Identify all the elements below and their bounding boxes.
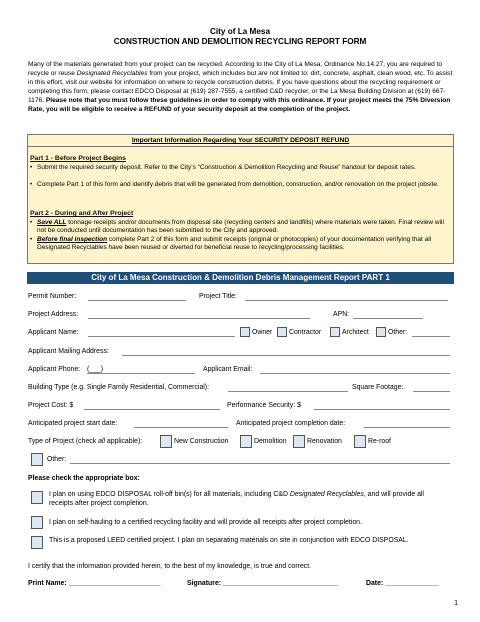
notice-heading: Important Information Regarding Your SECURITY DEPOSIT REFUND — [131, 137, 350, 144]
start-date-label: Anticipated project start date: — [28, 420, 118, 427]
form-title: CONSTRUCTION AND DEMOLITION RECYCLING REPORT FORM — [113, 37, 367, 46]
permit-number-label: Permit Number: — [28, 293, 77, 300]
square-footage-field[interactable] — [413, 383, 450, 392]
reroof-label: Re-roof — [368, 438, 391, 445]
city-name: City of La Mesa — [209, 27, 271, 36]
architect-checkbox[interactable] — [330, 327, 340, 337]
contractor-checkbox[interactable] — [277, 327, 287, 337]
project-cost-field[interactable] — [84, 401, 220, 410]
part2-item: • Save ALL tonnage receipts and/or documents from disposal site (recycling centers and landfills) where materials were taken. Final review will not be conducted until documentation has been submitted to the City and approved. — [30, 219, 444, 235]
building-type-field[interactable] — [228, 383, 348, 392]
start-date-field[interactable] — [134, 419, 228, 428]
new-construction-label: New Construction — [174, 438, 229, 445]
other-role-checkbox[interactable] — [376, 327, 386, 337]
part1-item: • Submit the required security deposit. Refer to the City’s “Construction & Demolition Recycling and Reuse” handout for deposit rates. — [30, 164, 416, 171]
completion-date-field[interactable] — [364, 419, 450, 428]
other-type-label: Other: — [47, 456, 67, 463]
applicant-phone-label: Applicant Phone: — [28, 366, 81, 373]
applicant-name-label: Applicant Name: — [28, 329, 79, 336]
check-box-heading: Please check the appropriate box: — [28, 475, 140, 482]
other-type-field[interactable] — [70, 455, 450, 464]
owner-checkbox[interactable] — [240, 327, 250, 337]
part1-banner: City of La Mesa Construction & Demolition Debris Management Report PART 1 — [27, 272, 454, 284]
page-number: 1 — [454, 600, 458, 607]
project-address-label: Project Address: — [28, 311, 79, 318]
deposit-refund-notice — [27, 134, 454, 264]
applicant-phone-value: (___) — [87, 366, 104, 373]
edco-bin-checkbox[interactable] — [31, 491, 43, 504]
self-haul-checkbox[interactable] — [31, 516, 43, 529]
project-address-field[interactable] — [88, 310, 310, 319]
applicant-email-label: Applicant Email: — [203, 366, 253, 373]
mailing-address-label: Applicant Mailing Address: — [28, 348, 109, 355]
part2-heading: Part 2 - During and After Project — [30, 210, 134, 217]
edco-bin-option: I plan on using EDCO DISPOSAL roll-off bin(s) for all materials, including C&D Designated Recyclables, and will provide all receipts after project completion. — [49, 491, 424, 507]
part2-item: • Before final inspection complete Part 2 of this form and submit receipts (original or photocopies) of your documentation verifying that all Designated Recyclables have been reused or diverted for beneficial reuse to recycling/processing facilities. — [30, 236, 432, 252]
performance-security-label: Performance Security: $ — [227, 402, 301, 409]
new-construction-checkbox[interactable] — [160, 435, 172, 448]
project-title-field[interactable] — [245, 292, 448, 301]
apn-field[interactable] — [353, 310, 423, 319]
permit-number-field[interactable] — [88, 292, 186, 301]
project-title-label: Project Title: — [199, 293, 237, 300]
applicant-name-field[interactable] — [88, 328, 235, 337]
intro-paragraph: Many of the materials generated from your project can be recycled. According to the City of La Mesa, Ordinance No.14.27, you are required to recycle or reuse Designated Recyclables from your project, which includes but are not limited to: dirt, concrete, asphalt, clean wood, etc. To assist in this effort, visit our website for information on where to recycle construction debris. If you have questions about the recycling requirement or completing this form, please contact EDCO Disposal at (619) 287-7555, a certified C&D recycler, or the La Mesa Building Division at (619) 667-1176. Please note that you must follow these guidelines in order to comply with this ordinance. If your project meets the 75% Diversion Rate, you will be eligible to receive a REFUND of your security deposit at the completion of the project. — [28, 61, 453, 113]
applicant-email-field[interactable] — [260, 365, 450, 374]
signature-field[interactable]: Signature: ______________________________ — [187, 580, 338, 587]
apn-label: APN: — [333, 311, 350, 318]
renovation-checkbox[interactable] — [293, 435, 305, 448]
part1-item: • Complete Part 1 of this form and identify debris that will be generated from demolition, construction, and/or renovation on the project jobsite. — [30, 181, 439, 188]
architect-label: Architect — [342, 329, 369, 336]
certification-statement: I certify that the information provided herein, to the best of my knowledge, is true and correct. — [28, 563, 312, 570]
renovation-label: Renovation — [307, 438, 342, 445]
completion-date-label: Anticipated project completion date: — [236, 420, 346, 427]
demolition-checkbox[interactable] — [240, 435, 252, 448]
reroof-checkbox[interactable] — [354, 435, 366, 448]
other-role-field[interactable] — [412, 328, 450, 337]
demolition-label: Demolition — [254, 438, 287, 445]
project-cost-label: Project Cost: $ — [28, 402, 74, 409]
part1-heading: Part 1 - Before Project Begins — [30, 155, 126, 162]
type-of-project-label: Type of Project (check all applicable): — [28, 438, 143, 445]
leed-option: This is a proposed LEED certified project. I plan on separating materials on site in conjunction with EDCO DISPOSAL. — [49, 537, 409, 544]
building-type-label: Building Type (e.g. Single Family Residential, Commercial): — [28, 384, 210, 391]
mailing-address-field[interactable] — [122, 347, 450, 356]
leed-checkbox[interactable] — [31, 536, 43, 549]
contractor-label: Contractor — [289, 329, 322, 336]
square-footage-label: Square Footage: — [352, 384, 404, 391]
other-type-checkbox[interactable] — [31, 453, 43, 466]
self-haul-option: I plan on self-hauling to a certified recycling facility and will provide all receipts after project completion. — [49, 519, 362, 526]
date-field[interactable]: Date: ______________ — [366, 580, 439, 587]
print-name-field[interactable]: Print Name: ________________________ — [28, 580, 161, 587]
other-role-label: Other: — [388, 329, 408, 336]
performance-security-field[interactable] — [314, 401, 450, 410]
owner-label: Owner — [252, 329, 273, 336]
applicant-phone-field[interactable] — [87, 365, 195, 374]
